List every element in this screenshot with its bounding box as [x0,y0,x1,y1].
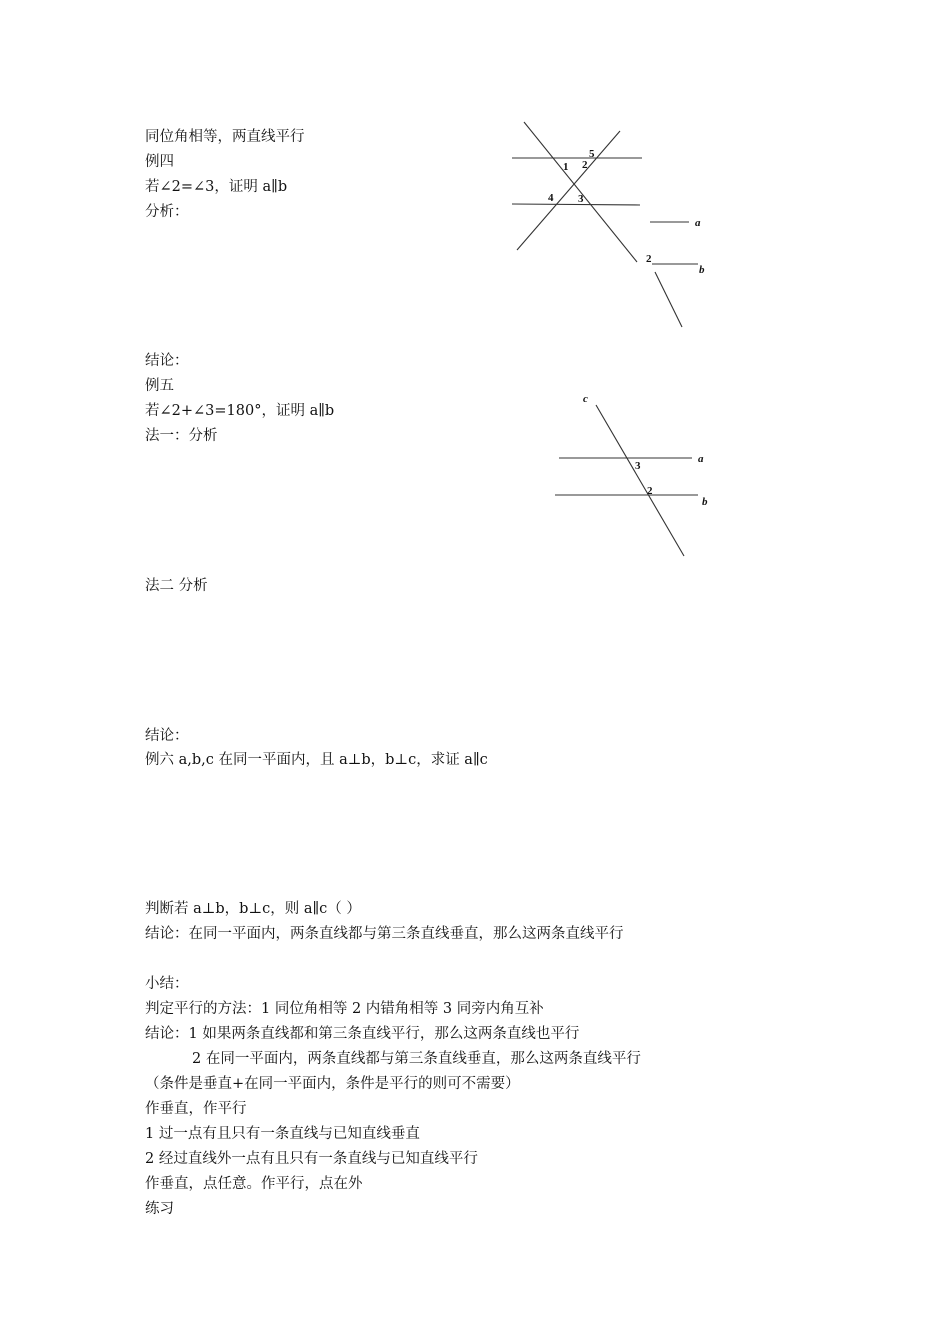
text-line: 法二 分析 [145,578,208,594]
figure-line [512,204,640,205]
text-line: 1 过一点有且只有一条直线与已知直线垂直 [145,1126,420,1142]
text-line: 结论： [145,353,189,369]
line-label: b [699,264,705,276]
text-line: 2 经过直线外一点有且只有一条直线与已知直线平行 [145,1151,478,1167]
text-line: 结论： [145,728,189,744]
angle-label: 3 [578,193,584,205]
text-line: 2 在同一平面内，两条直线都与第三条直线垂直，那么这两条直线平行 [192,1051,641,1067]
text-line: 作垂直，作平行 [145,1101,247,1117]
text-line: 分析： [145,204,189,220]
text-line: 判定平行的方法：1 同位角相等 2 内错角相等 3 同旁内角互补 [145,1001,544,1017]
angle-label: 2 [582,159,588,171]
example-heading: 例六 a,b,c 在同一平面内，且 a⊥b，b⊥c，求证 a∥c [145,752,488,768]
angle-label: 2 [647,485,653,497]
figure-line [524,122,637,262]
line-label: c [583,393,588,405]
text-line: 若∠2+∠3=180°，证明 a∥b [145,403,335,419]
text-line: 同位角相等，两直线平行 [145,129,305,145]
figure-line [517,131,620,250]
angle-label: 4 [548,192,554,204]
text-line: 法一：分析 [145,428,218,444]
line-label: a [698,453,704,465]
summary-heading: 小结： [145,976,189,992]
figure-line [596,405,684,556]
angle-label: 3 [635,460,641,472]
example-heading: 例四 [145,154,174,170]
line-label: a [695,217,701,229]
text-line: （条件是垂直+在同一平面内，条件是平行的则可不需要） [145,1076,520,1092]
line-label: b [702,496,708,508]
text-line: 判断若 a⊥b，b⊥c，则 a∥c（ ） [145,901,361,917]
text-line: 结论：1 如果两条直线都和第三条直线平行，那么这两条直线也平行 [145,1026,580,1042]
text-line: 作垂直，点任意。作平行，点在外 [145,1176,363,1192]
figure-line [655,272,682,327]
example-heading: 例五 [145,378,174,394]
angle-label: 5 [589,148,595,160]
angle-label: 1 [563,161,569,173]
text-line: 若∠2=∠3，证明 a∥b [145,179,288,195]
angle-label: 2 [646,253,652,265]
exercise-heading: 练习 [145,1201,174,1217]
text-line: 结论：在同一平面内，两条直线都与第三条直线垂直，那么这两条直线平行 [145,926,624,942]
